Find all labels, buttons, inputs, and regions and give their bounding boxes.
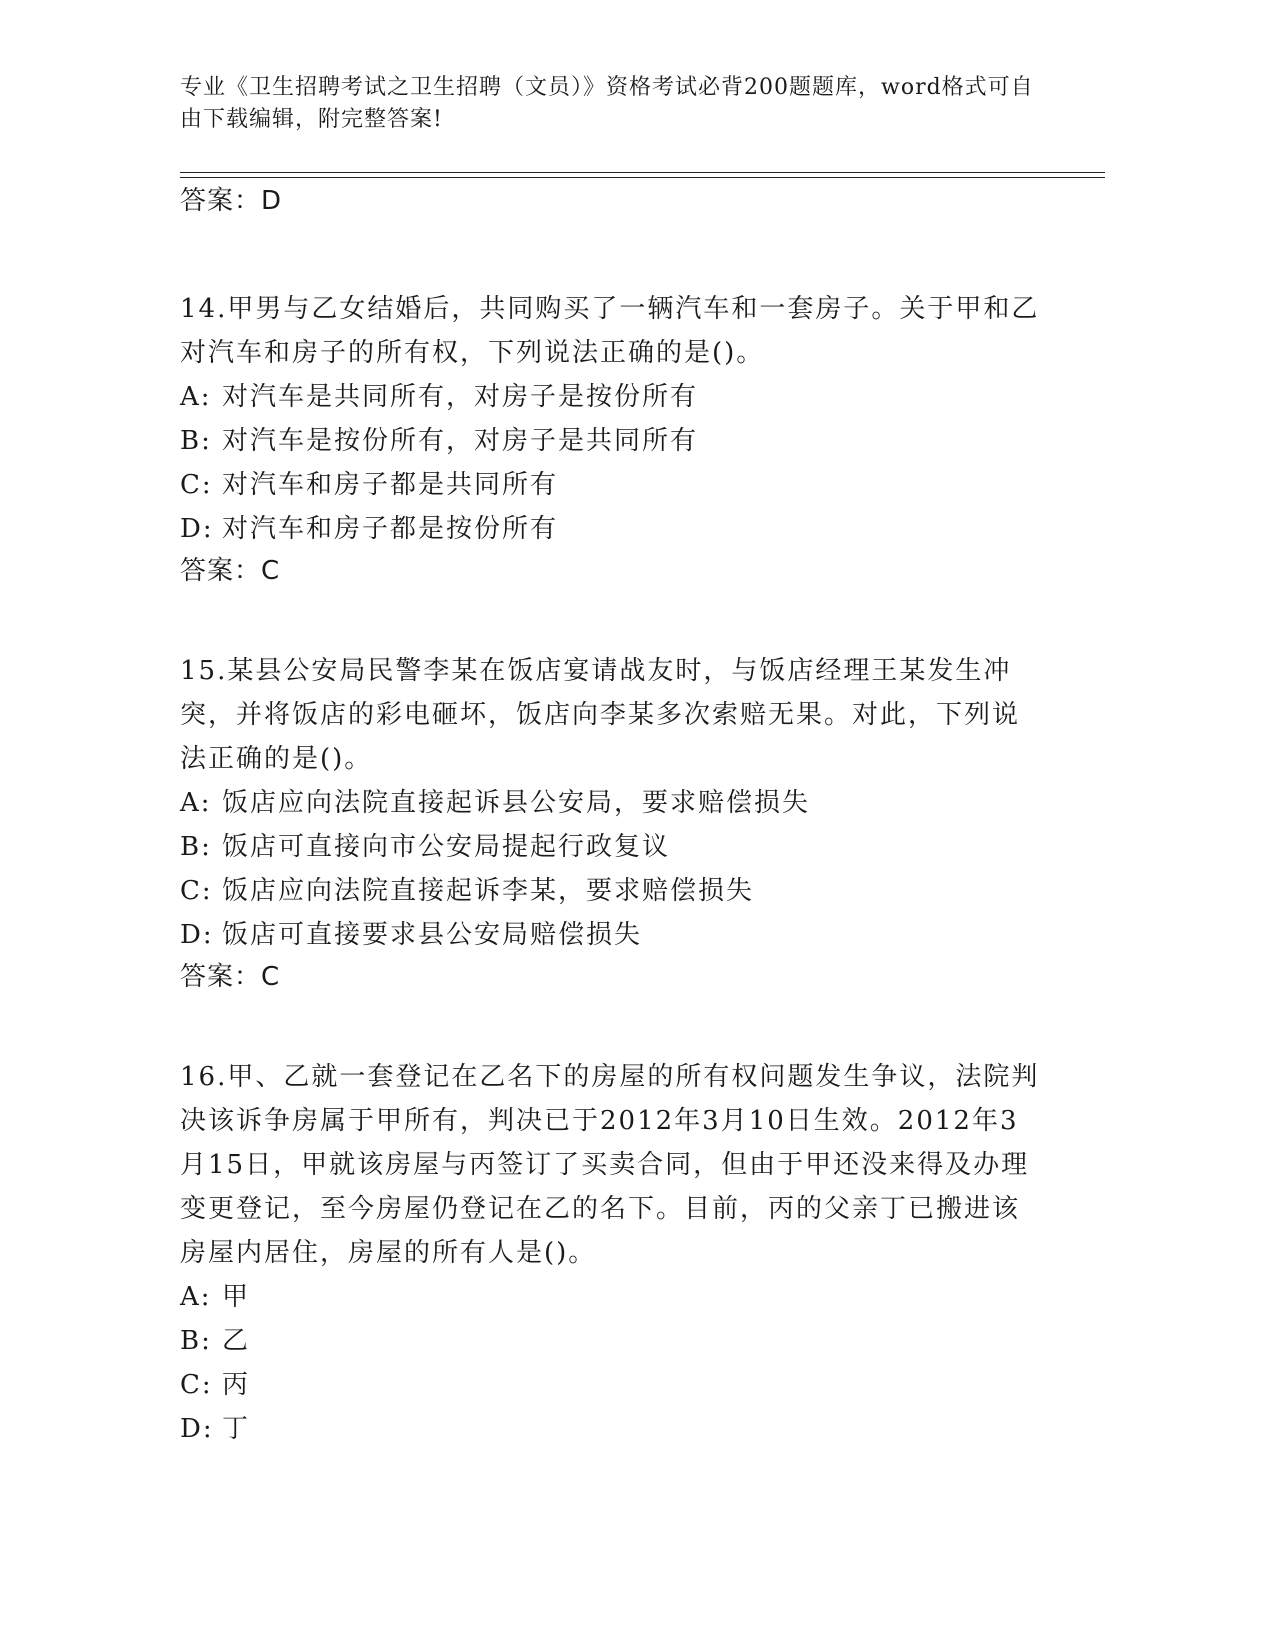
option-text: 饭店可直接要求县公安局赔偿损失	[222, 920, 643, 950]
header-rule-top	[180, 172, 1105, 173]
option-text: 对汽车和房子都是按份所有	[222, 514, 559, 544]
option-text: 饭店应向法院直接起诉李某，要求赔偿损失	[222, 876, 755, 906]
question-stem: 14.甲男与乙女结婚后，共同购买了一辆汽车和一套房子。关于甲和乙对汽车和房子的所有权，下列说法正确的是()。	[180, 294, 1040, 368]
option-letter: A:	[180, 382, 212, 412]
option-text: 饭店可直接向市公安局提起行政复议	[222, 832, 671, 862]
question-15	[180, 649, 1040, 995]
option-a	[180, 375, 1040, 419]
option-letter: C:	[180, 1370, 213, 1400]
option-letter: C:	[180, 876, 213, 906]
option-letter: B:	[180, 832, 212, 862]
option-letter: C:	[180, 470, 213, 500]
option-d	[180, 1407, 1040, 1451]
option-c	[180, 869, 1040, 913]
question-14	[180, 287, 1040, 589]
option-letter: B:	[180, 1326, 212, 1356]
option-text: 乙	[222, 1326, 251, 1356]
option-b	[180, 825, 1040, 869]
option-text: 甲	[222, 1282, 251, 1312]
option-b	[180, 1319, 1040, 1363]
option-d	[180, 913, 1040, 957]
option-d	[180, 507, 1040, 551]
option-b	[180, 419, 1040, 463]
answer-line: 答案：C	[180, 962, 281, 992]
option-text: 对汽车是按份所有，对房子是共同所有	[222, 426, 699, 456]
option-text: 对汽车是共同所有，对房子是按份所有	[222, 382, 699, 412]
previous-answer: 答案：D	[180, 186, 283, 216]
document-body	[180, 183, 1040, 1451]
option-a	[180, 781, 1040, 825]
option-letter: D:	[180, 920, 214, 950]
option-text: 饭店应向法院直接起诉县公安局，要求赔偿损失	[222, 788, 811, 818]
header-rule-bottom	[180, 177, 1105, 178]
option-a	[180, 1275, 1040, 1319]
option-text: 对汽车和房子都是共同所有	[222, 470, 559, 500]
option-letter: A:	[180, 1282, 212, 1312]
page-header	[180, 72, 1040, 136]
header-text: 专业《卫生招聘考试之卫生招聘（文员）》资格考试必背200题题库，word格式可自由下载编辑，附完整答案!	[180, 75, 1034, 132]
answer-line: 答案：C	[180, 556, 281, 586]
option-c	[180, 1363, 1040, 1407]
option-text: 丙	[222, 1370, 251, 1400]
question-stem: 15.某县公安局民警李某在饭店宴请战友时，与饭店经理王某发生冲突，并将饭店的彩电砸坏，饭店向李某多次索赔无果。对此，下列说法正确的是()。	[180, 656, 1021, 774]
question-stem: 16.甲、乙就一套登记在乙名下的房屋的所有权问题发生争议，法院判决该诉争房属于甲所有，判决已于2012年3月10日生效。2012年3月15日，甲就该房屋与丙签订了买卖合同，但由于甲还没来得及办理变更登记，至今房屋仍登记在乙的名下。目前，丙的父亲丁已搬进该房屋内居住，房屋的所有人是()。	[180, 1062, 1040, 1268]
option-letter: B:	[180, 426, 212, 456]
option-text: 丁	[222, 1414, 251, 1444]
option-letter: D:	[180, 514, 214, 544]
option-letter: D:	[180, 1414, 214, 1444]
option-c	[180, 463, 1040, 507]
question-16	[180, 1055, 1040, 1451]
option-letter: A:	[180, 788, 212, 818]
